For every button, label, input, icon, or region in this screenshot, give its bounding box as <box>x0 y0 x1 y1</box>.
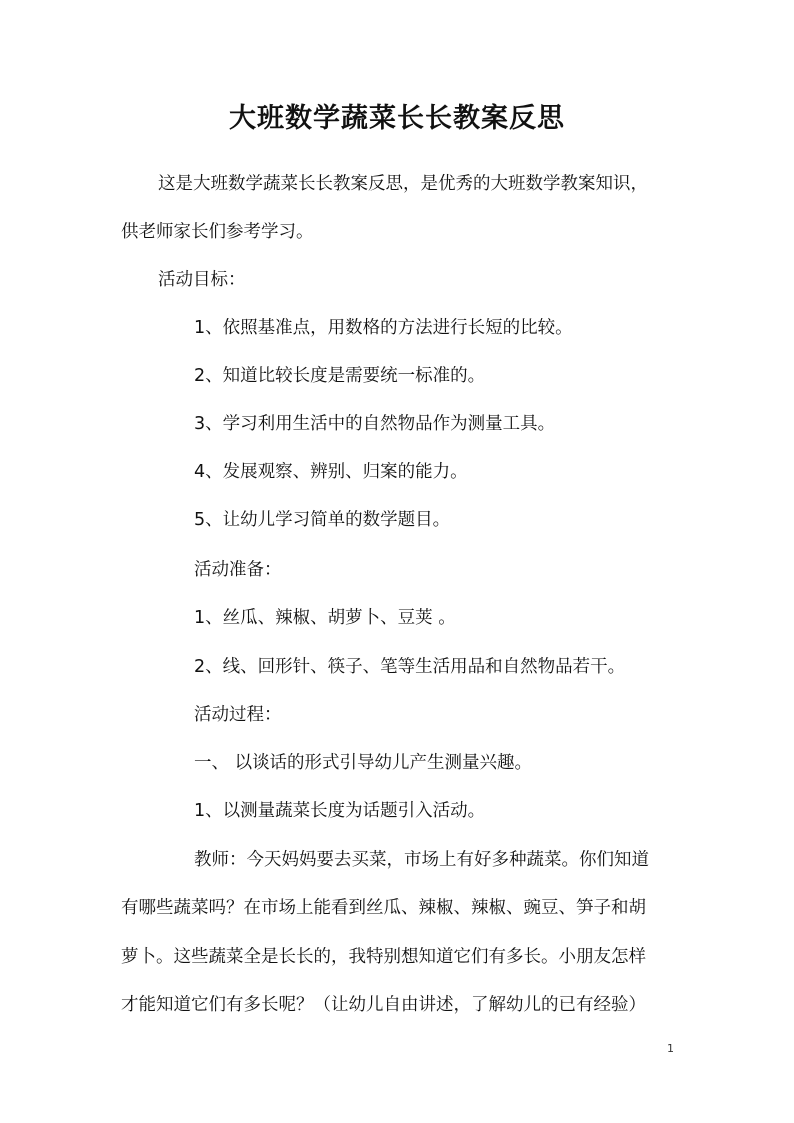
process-heading: 活动过程： <box>194 705 282 725</box>
goals-heading: 活动目标： <box>158 270 246 290</box>
goal-item-1: 1、依照基准点，用数格的方法进行长短的比较。 <box>194 318 573 338</box>
page-number: 1 <box>667 1042 674 1055</box>
prep-item-2: 2、线、回形针、筷子、笔等生活用品和自然物品若干。 <box>194 657 626 677</box>
document-title: 大班数学蔬菜长长教案反思 <box>229 103 565 134</box>
teacher-paragraph-line-4: 才能知道它们有多长呢？（让幼儿自由讲述，了解幼儿的已有经验） <box>121 995 646 1015</box>
goal-item-2: 2、知道比较长度是需要统一标准的。 <box>194 366 486 386</box>
goal-item-4: 4、发展观察、辨别、归案的能力。 <box>194 462 468 482</box>
prep-heading: 活动准备： <box>194 560 282 580</box>
goal-item-3: 3、学习利用生活中的自然物品作为测量工具。 <box>194 414 556 434</box>
process-step-1: 一、 以谈话的形式引导幼儿产生测量兴趣。 <box>194 753 533 773</box>
intro-line-2: 供老师家长们参考学习。 <box>121 222 314 242</box>
teacher-paragraph-line-2: 有哪些蔬菜吗？在市场上能看到丝瓜、辣椒、辣椒、豌豆、笋子和胡 <box>121 898 646 918</box>
teacher-paragraph-line-1: 教师：今天妈妈要去买菜，市场上有好多种蔬菜。你们知道 <box>194 850 649 870</box>
goal-item-5: 5、让幼儿学习简单的数学题目。 <box>194 510 451 530</box>
prep-item-1: 1、丝瓜、辣椒、胡萝卜、豆荚 。 <box>194 608 456 628</box>
intro-line-1: 这是大班数学蔬菜长长教案反思，是优秀的大班数学教案知识， <box>158 174 648 194</box>
process-step-1-1: 1、以测量蔬菜长度为话题引入活动。 <box>194 801 486 821</box>
teacher-paragraph-line-3: 萝卜。这些蔬菜全是长长的，我特别想知道它们有多长。小朋友怎样 <box>121 947 646 967</box>
